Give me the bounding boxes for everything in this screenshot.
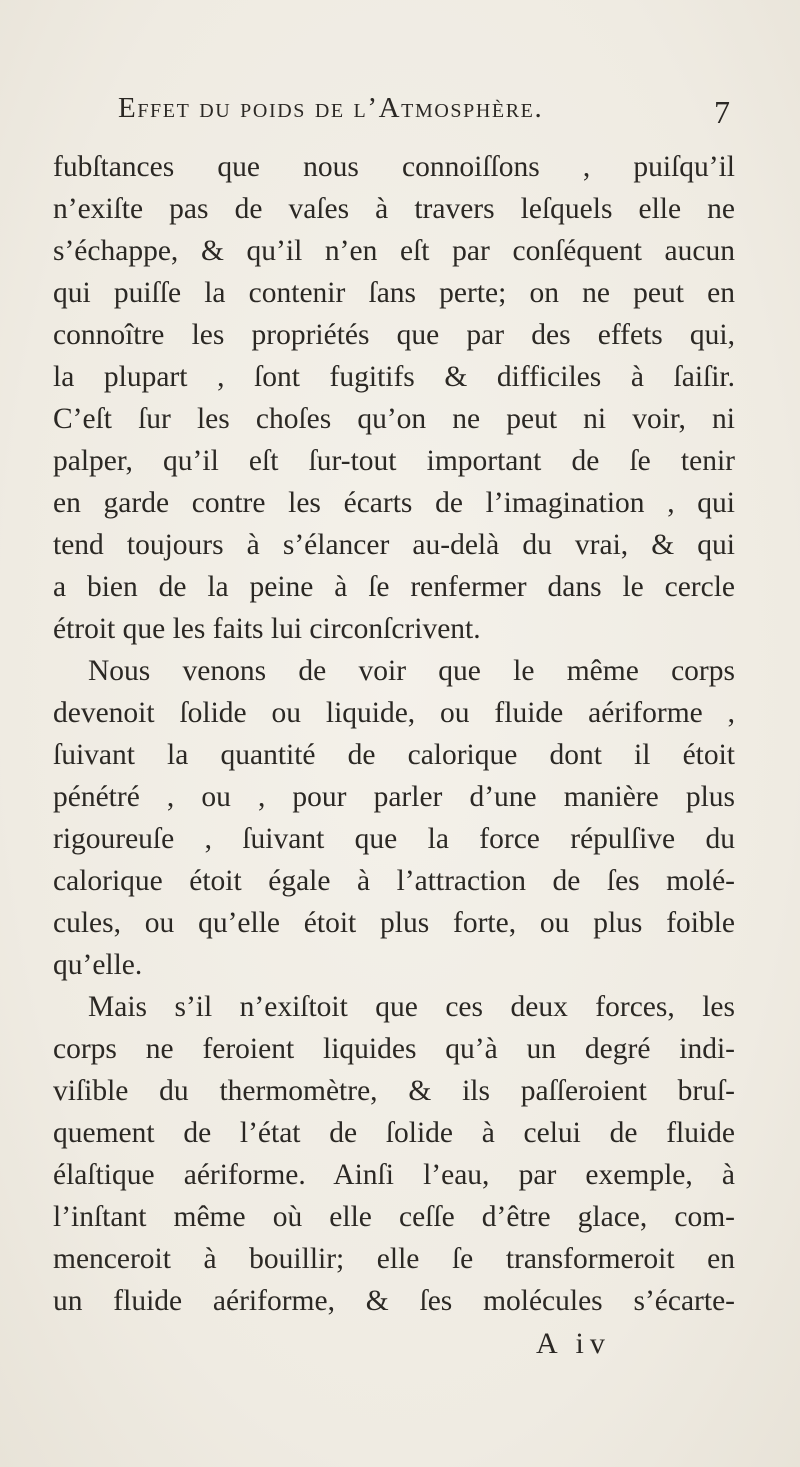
text-line: un fluide aériforme, & ſes molécules s’écarte- (53, 1285, 735, 1317)
text-line: calorique étoit égale à l’attraction de ſes molé- (53, 865, 735, 897)
text-line: palper, qu’il eſt ſur-tout important de ſe tenir (53, 445, 735, 477)
text-line: tend toujours à s’élancer au-delà du vrai, & qui (53, 529, 735, 561)
paragraph-start-line: Mais s’il n’exiſtoit que ces deux forces, les (88, 991, 735, 1023)
text-line: cules, ou qu’elle étoit plus forte, ou plus foible (53, 907, 735, 939)
text-line: en garde contre les écarts de l’imagination , qui (53, 487, 735, 519)
text-line: C’eſt ſur les choſes qu’on ne peut ni voir, ni (53, 403, 735, 435)
paragraph-start-line: Nous venons de voir que le même corps (88, 655, 735, 687)
text-line: élaſtique aériforme. Ainſi l’eau, par exemple, à (53, 1159, 735, 1191)
paragraph-end-line: qu’elle. (53, 949, 143, 981)
signature-mark: A iv (536, 1327, 611, 1360)
text-line: pénétré , ou , pour parler d’une manière plus (53, 781, 735, 813)
text-line: connoître les propriétés que par des effets qui, (53, 319, 735, 351)
paragraph-end-line: étroit que les faits lui circonſcrivent. (53, 613, 481, 645)
text-line: fubſtances que nous connoiſſons , puiſqu’il (53, 151, 735, 183)
text-line: qui puiſſe la contenir ſans perte; on ne peut en (53, 277, 735, 309)
text-line: l’inſtant même où elle ceſſe d’être glace, com- (53, 1201, 735, 1233)
text-line: devenoit ſolide ou liquide, ou fluide aériforme , (53, 697, 735, 729)
running-head: Effet du poids de l’Atmosphère. (118, 92, 544, 124)
text-line: rigoureuſe , ſuivant que la force répulſive du (53, 823, 735, 855)
text-line: n’exiſte pas de vaſes à travers leſquels elle ne (53, 193, 735, 225)
text-line: a bien de la peine à ſe renfermer dans le cercle (53, 571, 735, 603)
text-line: quement de l’état de ſolide à celui de fluide (53, 1117, 735, 1149)
text-line: la plupart , ſont fugitifs & difficiles à ſaiſir. (53, 361, 735, 393)
text-line: ſuivant la quantité de calorique dont il étoit (53, 739, 735, 771)
text-line: viſible du thermomètre, & ils paſſeroient bruſ- (53, 1075, 735, 1107)
text-line: corps ne feroient liquides qu’à un degré indi- (53, 1033, 735, 1065)
page-number: 7 (714, 94, 730, 130)
text-line: menceroit à bouillir; elle ſe transformeroit en (53, 1243, 735, 1275)
text-line: s’échappe, & qu’il n’en eſt par conſéquent aucun (53, 235, 735, 267)
